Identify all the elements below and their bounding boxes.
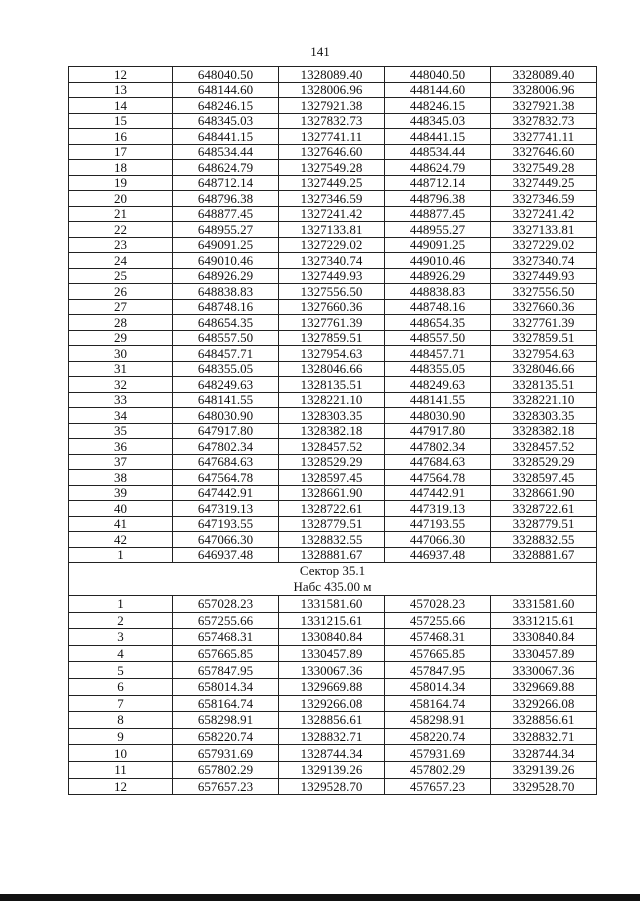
table-row (69, 662, 597, 679)
y-coord-cell: 1328722.61 (279, 501, 385, 517)
y-msk-coord-cell: 3327954.63 (491, 346, 597, 362)
y-coord-cell: 1330067.36 (279, 662, 385, 679)
point-number-cell: 41 (69, 516, 173, 532)
point-number-cell: 23 (69, 237, 173, 253)
x-msk-coord-cell: 448534.44 (385, 144, 491, 160)
point-number-cell: 19 (69, 175, 173, 191)
y-coord-cell: 1328089.40 (279, 67, 385, 83)
y-coord-cell: 1328881.67 (279, 547, 385, 563)
y-msk-coord-cell: 3328089.40 (491, 67, 597, 83)
x-coord-cell: 657255.66 (173, 612, 279, 629)
page-number: 141 (310, 44, 330, 59)
y-msk-coord-cell: 3327660.36 (491, 299, 597, 315)
table-row (69, 423, 597, 439)
x-coord-cell: 648040.50 (173, 67, 279, 83)
y-coord-cell: 1328744.34 (279, 745, 385, 762)
y-coord-cell: 1327660.36 (279, 299, 385, 315)
y-msk-coord-cell: 3328832.55 (491, 532, 597, 548)
table-row (69, 253, 597, 269)
y-msk-coord-cell: 3328221.10 (491, 392, 597, 408)
y-msk-coord-cell: 3328529.29 (491, 454, 597, 470)
x-msk-coord-cell: 448030.90 (385, 408, 491, 424)
table-row (69, 745, 597, 762)
table-row (69, 67, 597, 83)
point-number-cell: 27 (69, 299, 173, 315)
y-msk-coord-cell: 3328006.96 (491, 82, 597, 98)
point-number-cell: 21 (69, 206, 173, 222)
scan-bottom-edge (0, 894, 640, 901)
y-msk-coord-cell: 3328744.34 (491, 745, 597, 762)
x-msk-coord-cell: 457802.29 (385, 761, 491, 778)
point-number-cell: 26 (69, 284, 173, 300)
table-row (69, 532, 597, 548)
x-coord-cell: 648345.03 (173, 113, 279, 129)
y-msk-coord-cell: 3330840.84 (491, 629, 597, 646)
x-msk-coord-cell: 447564.78 (385, 470, 491, 486)
y-coord-cell: 1327241.42 (279, 206, 385, 222)
x-msk-coord-cell: 448144.60 (385, 82, 491, 98)
y-coord-cell: 1328046.66 (279, 361, 385, 377)
table-row (69, 330, 597, 346)
y-msk-coord-cell: 3328832.71 (491, 728, 597, 745)
table-row (69, 361, 597, 377)
y-msk-coord-cell: 3327241.42 (491, 206, 597, 222)
point-number-cell: 3 (69, 629, 173, 646)
table-row (69, 712, 597, 729)
coordinates-table-section-a (69, 67, 597, 563)
point-number-cell: 31 (69, 361, 173, 377)
y-coord-cell: 1327449.93 (279, 268, 385, 284)
point-number-cell: 12 (69, 67, 173, 83)
x-msk-coord-cell: 457665.85 (385, 645, 491, 662)
x-msk-coord-cell: 449010.46 (385, 253, 491, 269)
y-coord-cell: 1330457.89 (279, 645, 385, 662)
point-number-cell: 13 (69, 82, 173, 98)
y-msk-coord-cell: 3327761.39 (491, 315, 597, 331)
x-msk-coord-cell: 448345.03 (385, 113, 491, 129)
point-number-cell: 35 (69, 423, 173, 439)
x-coord-cell: 657468.31 (173, 629, 279, 646)
y-coord-cell: 1329139.26 (279, 761, 385, 778)
y-msk-coord-cell: 3328046.66 (491, 361, 597, 377)
y-coord-cell: 1327449.25 (279, 175, 385, 191)
y-coord-cell: 1327346.59 (279, 191, 385, 207)
x-msk-coord-cell: 446937.48 (385, 547, 491, 563)
y-msk-coord-cell: 3328457.52 (491, 439, 597, 455)
y-msk-coord-cell: 3328303.35 (491, 408, 597, 424)
y-coord-cell: 1328221.10 (279, 392, 385, 408)
x-coord-cell: 648457.71 (173, 346, 279, 362)
table-row (69, 695, 597, 712)
x-msk-coord-cell: 447319.13 (385, 501, 491, 517)
point-number-cell: 42 (69, 532, 173, 548)
sector-header-section (69, 563, 597, 596)
x-msk-coord-cell: 448712.14 (385, 175, 491, 191)
y-msk-coord-cell: 3327229.02 (491, 237, 597, 253)
x-coord-cell: 657665.85 (173, 645, 279, 662)
table-row (69, 439, 597, 455)
table-row (69, 516, 597, 532)
x-coord-cell: 657847.95 (173, 662, 279, 679)
y-msk-coord-cell: 3327556.50 (491, 284, 597, 300)
point-number-cell: 40 (69, 501, 173, 517)
x-coord-cell: 658220.74 (173, 728, 279, 745)
y-coord-cell: 1328779.51 (279, 516, 385, 532)
point-number-cell: 30 (69, 346, 173, 362)
x-coord-cell: 648534.44 (173, 144, 279, 160)
point-number-cell: 10 (69, 745, 173, 762)
y-coord-cell: 1331581.60 (279, 596, 385, 613)
point-number-cell: 12 (69, 778, 173, 795)
table-row (69, 645, 597, 662)
x-coord-cell: 658014.34 (173, 678, 279, 695)
x-msk-coord-cell: 447684.63 (385, 454, 491, 470)
y-msk-coord-cell: 3328722.61 (491, 501, 597, 517)
y-msk-coord-cell: 3328382.18 (491, 423, 597, 439)
point-number-cell: 11 (69, 761, 173, 778)
y-msk-coord-cell: 3330457.89 (491, 645, 597, 662)
coordinates-table-section-b (69, 596, 597, 795)
x-coord-cell: 657802.29 (173, 761, 279, 778)
x-msk-coord-cell: 448926.29 (385, 268, 491, 284)
x-coord-cell: 647319.13 (173, 501, 279, 517)
table-row (69, 392, 597, 408)
table-row (69, 175, 597, 191)
y-coord-cell: 1327340.74 (279, 253, 385, 269)
y-coord-cell: 1327832.73 (279, 113, 385, 129)
point-number-cell: 4 (69, 645, 173, 662)
x-coord-cell: 647802.34 (173, 439, 279, 455)
x-msk-coord-cell: 457028.23 (385, 596, 491, 613)
x-coord-cell: 647684.63 (173, 454, 279, 470)
point-number-cell: 7 (69, 695, 173, 712)
sector-header-row (69, 563, 597, 596)
x-coord-cell: 648441.15 (173, 129, 279, 145)
x-coord-cell: 647066.30 (173, 532, 279, 548)
x-coord-cell: 648748.16 (173, 299, 279, 315)
y-coord-cell: 1328856.61 (279, 712, 385, 729)
x-coord-cell: 646937.48 (173, 547, 279, 563)
table-row (69, 113, 597, 129)
y-coord-cell: 1327133.81 (279, 222, 385, 238)
y-coord-cell: 1329669.88 (279, 678, 385, 695)
x-coord-cell: 648926.29 (173, 268, 279, 284)
table-row (69, 129, 597, 145)
sector-header-cell (69, 563, 597, 596)
table-row (69, 299, 597, 315)
y-coord-cell: 1327954.63 (279, 346, 385, 362)
x-msk-coord-cell: 457468.31 (385, 629, 491, 646)
table-row (69, 778, 597, 795)
x-msk-coord-cell: 448838.83 (385, 284, 491, 300)
y-msk-coord-cell: 3328856.61 (491, 712, 597, 729)
x-msk-coord-cell: 458298.91 (385, 712, 491, 729)
x-msk-coord-cell: 448654.35 (385, 315, 491, 331)
x-msk-coord-cell: 457255.66 (385, 612, 491, 629)
x-coord-cell: 647442.91 (173, 485, 279, 501)
table-row (69, 501, 597, 517)
point-number-cell: 1 (69, 596, 173, 613)
y-msk-coord-cell: 3328881.67 (491, 547, 597, 563)
point-number-cell: 16 (69, 129, 173, 145)
table-row (69, 144, 597, 160)
x-coord-cell: 648624.79 (173, 160, 279, 176)
x-msk-coord-cell: 448246.15 (385, 98, 491, 114)
y-msk-coord-cell: 3327549.28 (491, 160, 597, 176)
point-number-cell: 8 (69, 712, 173, 729)
table-row (69, 237, 597, 253)
x-msk-coord-cell: 448249.63 (385, 377, 491, 393)
y-msk-coord-cell: 3329528.70 (491, 778, 597, 795)
y-msk-coord-cell: 3328661.90 (491, 485, 597, 501)
point-number-cell: 25 (69, 268, 173, 284)
table-row (69, 761, 597, 778)
y-coord-cell: 1327229.02 (279, 237, 385, 253)
x-coord-cell: 648246.15 (173, 98, 279, 114)
y-msk-coord-cell: 3327449.25 (491, 175, 597, 191)
y-msk-coord-cell: 3330067.36 (491, 662, 597, 679)
y-coord-cell: 1327549.28 (279, 160, 385, 176)
x-msk-coord-cell: 447917.80 (385, 423, 491, 439)
table-row (69, 728, 597, 745)
y-coord-cell: 1328529.29 (279, 454, 385, 470)
y-msk-coord-cell: 3327133.81 (491, 222, 597, 238)
x-coord-cell: 649091.25 (173, 237, 279, 253)
sector-title: Сектор 35.1 (299, 563, 366, 578)
x-coord-cell: 648654.35 (173, 315, 279, 331)
table-row (69, 377, 597, 393)
x-coord-cell: 658298.91 (173, 712, 279, 729)
y-coord-cell: 1328661.90 (279, 485, 385, 501)
y-msk-coord-cell: 3327646.60 (491, 144, 597, 160)
x-coord-cell: 648557.50 (173, 330, 279, 346)
y-coord-cell: 1328303.35 (279, 408, 385, 424)
x-msk-coord-cell: 449091.25 (385, 237, 491, 253)
point-number-cell: 33 (69, 392, 173, 408)
x-coord-cell: 648955.27 (173, 222, 279, 238)
y-coord-cell: 1327921.38 (279, 98, 385, 114)
y-coord-cell: 1330840.84 (279, 629, 385, 646)
point-number-cell: 32 (69, 377, 173, 393)
y-coord-cell: 1327859.51 (279, 330, 385, 346)
x-msk-coord-cell: 448441.15 (385, 129, 491, 145)
x-coord-cell: 648712.14 (173, 175, 279, 191)
y-msk-coord-cell: 3327449.93 (491, 268, 597, 284)
x-msk-coord-cell: 448355.05 (385, 361, 491, 377)
x-coord-cell: 648030.90 (173, 408, 279, 424)
x-coord-cell: 648355.05 (173, 361, 279, 377)
x-coord-cell: 657657.23 (173, 778, 279, 795)
y-msk-coord-cell: 3327859.51 (491, 330, 597, 346)
table-row (69, 98, 597, 114)
x-msk-coord-cell: 448796.38 (385, 191, 491, 207)
x-coord-cell: 657931.69 (173, 745, 279, 762)
table-row (69, 612, 597, 629)
y-coord-cell: 1328135.51 (279, 377, 385, 393)
x-coord-cell: 648249.63 (173, 377, 279, 393)
x-msk-coord-cell: 458014.34 (385, 678, 491, 695)
point-number-cell: 6 (69, 678, 173, 695)
table-row (69, 82, 597, 98)
x-msk-coord-cell: 447802.34 (385, 439, 491, 455)
y-msk-coord-cell: 3329266.08 (491, 695, 597, 712)
x-msk-coord-cell: 457657.23 (385, 778, 491, 795)
y-msk-coord-cell: 3329139.26 (491, 761, 597, 778)
table-row (69, 191, 597, 207)
y-coord-cell: 1329528.70 (279, 778, 385, 795)
x-msk-coord-cell: 448040.50 (385, 67, 491, 83)
x-msk-coord-cell: 458164.74 (385, 695, 491, 712)
coordinates-table (68, 66, 597, 795)
x-msk-coord-cell: 457931.69 (385, 745, 491, 762)
table-row (69, 268, 597, 284)
x-msk-coord-cell: 448624.79 (385, 160, 491, 176)
table-row (69, 315, 597, 331)
y-msk-coord-cell: 3328135.51 (491, 377, 597, 393)
table-row (69, 408, 597, 424)
x-msk-coord-cell: 457847.95 (385, 662, 491, 679)
table-row (69, 547, 597, 563)
point-number-cell: 14 (69, 98, 173, 114)
y-coord-cell: 1327761.39 (279, 315, 385, 331)
y-msk-coord-cell: 3328779.51 (491, 516, 597, 532)
point-number-cell: 17 (69, 144, 173, 160)
y-coord-cell: 1328457.52 (279, 439, 385, 455)
point-number-cell: 18 (69, 160, 173, 176)
point-number-cell: 2 (69, 612, 173, 629)
table-row (69, 678, 597, 695)
x-coord-cell: 647564.78 (173, 470, 279, 486)
x-msk-coord-cell: 447442.91 (385, 485, 491, 501)
y-coord-cell: 1327556.50 (279, 284, 385, 300)
x-msk-coord-cell: 448748.16 (385, 299, 491, 315)
point-number-cell: 29 (69, 330, 173, 346)
x-msk-coord-cell: 448877.45 (385, 206, 491, 222)
x-coord-cell: 649010.46 (173, 253, 279, 269)
y-msk-coord-cell: 3327340.74 (491, 253, 597, 269)
y-coord-cell: 1328832.55 (279, 532, 385, 548)
y-coord-cell: 1329266.08 (279, 695, 385, 712)
y-coord-cell: 1327741.11 (279, 129, 385, 145)
y-msk-coord-cell: 3327832.73 (491, 113, 597, 129)
y-msk-coord-cell: 3327741.11 (491, 129, 597, 145)
y-coord-cell: 1328006.96 (279, 82, 385, 98)
point-number-cell: 5 (69, 662, 173, 679)
table-row (69, 284, 597, 300)
x-msk-coord-cell: 447193.55 (385, 516, 491, 532)
y-msk-coord-cell: 3331215.61 (491, 612, 597, 629)
x-msk-coord-cell: 458220.74 (385, 728, 491, 745)
table-row (69, 222, 597, 238)
x-coord-cell: 648877.45 (173, 206, 279, 222)
sector-height-label: Набс 435.00 м (293, 579, 372, 594)
table-row (69, 160, 597, 176)
point-number-cell: 34 (69, 408, 173, 424)
table-row (69, 470, 597, 486)
x-coord-cell: 647193.55 (173, 516, 279, 532)
y-coord-cell: 1331215.61 (279, 612, 385, 629)
y-msk-coord-cell: 3327346.59 (491, 191, 597, 207)
x-coord-cell: 648796.38 (173, 191, 279, 207)
x-coord-cell: 658164.74 (173, 695, 279, 712)
y-msk-coord-cell: 3328597.45 (491, 470, 597, 486)
x-coord-cell: 648144.60 (173, 82, 279, 98)
point-number-cell: 24 (69, 253, 173, 269)
x-coord-cell: 648141.55 (173, 392, 279, 408)
y-coord-cell: 1328832.71 (279, 728, 385, 745)
y-coord-cell: 1328382.18 (279, 423, 385, 439)
table-row (69, 454, 597, 470)
y-msk-coord-cell: 3329669.88 (491, 678, 597, 695)
point-number-cell: 20 (69, 191, 173, 207)
table-row (69, 596, 597, 613)
x-msk-coord-cell: 448557.50 (385, 330, 491, 346)
x-msk-coord-cell: 447066.30 (385, 532, 491, 548)
x-coord-cell: 647917.80 (173, 423, 279, 439)
table-row (69, 346, 597, 362)
y-coord-cell: 1328597.45 (279, 470, 385, 486)
y-msk-coord-cell: 3327921.38 (491, 98, 597, 114)
point-number-cell: 36 (69, 439, 173, 455)
table-row (69, 485, 597, 501)
point-number-cell: 39 (69, 485, 173, 501)
point-number-cell: 28 (69, 315, 173, 331)
point-number-cell: 22 (69, 222, 173, 238)
point-number-cell: 37 (69, 454, 173, 470)
table-row (69, 629, 597, 646)
point-number-cell: 38 (69, 470, 173, 486)
table-row (69, 206, 597, 222)
point-number-cell: 15 (69, 113, 173, 129)
x-coord-cell: 657028.23 (173, 596, 279, 613)
y-msk-coord-cell: 3331581.60 (491, 596, 597, 613)
point-number-cell: 9 (69, 728, 173, 745)
x-msk-coord-cell: 448457.71 (385, 346, 491, 362)
y-coord-cell: 1327646.60 (279, 144, 385, 160)
x-coord-cell: 648838.83 (173, 284, 279, 300)
x-msk-coord-cell: 448955.27 (385, 222, 491, 238)
x-msk-coord-cell: 448141.55 (385, 392, 491, 408)
point-number-cell: 1 (69, 547, 173, 563)
